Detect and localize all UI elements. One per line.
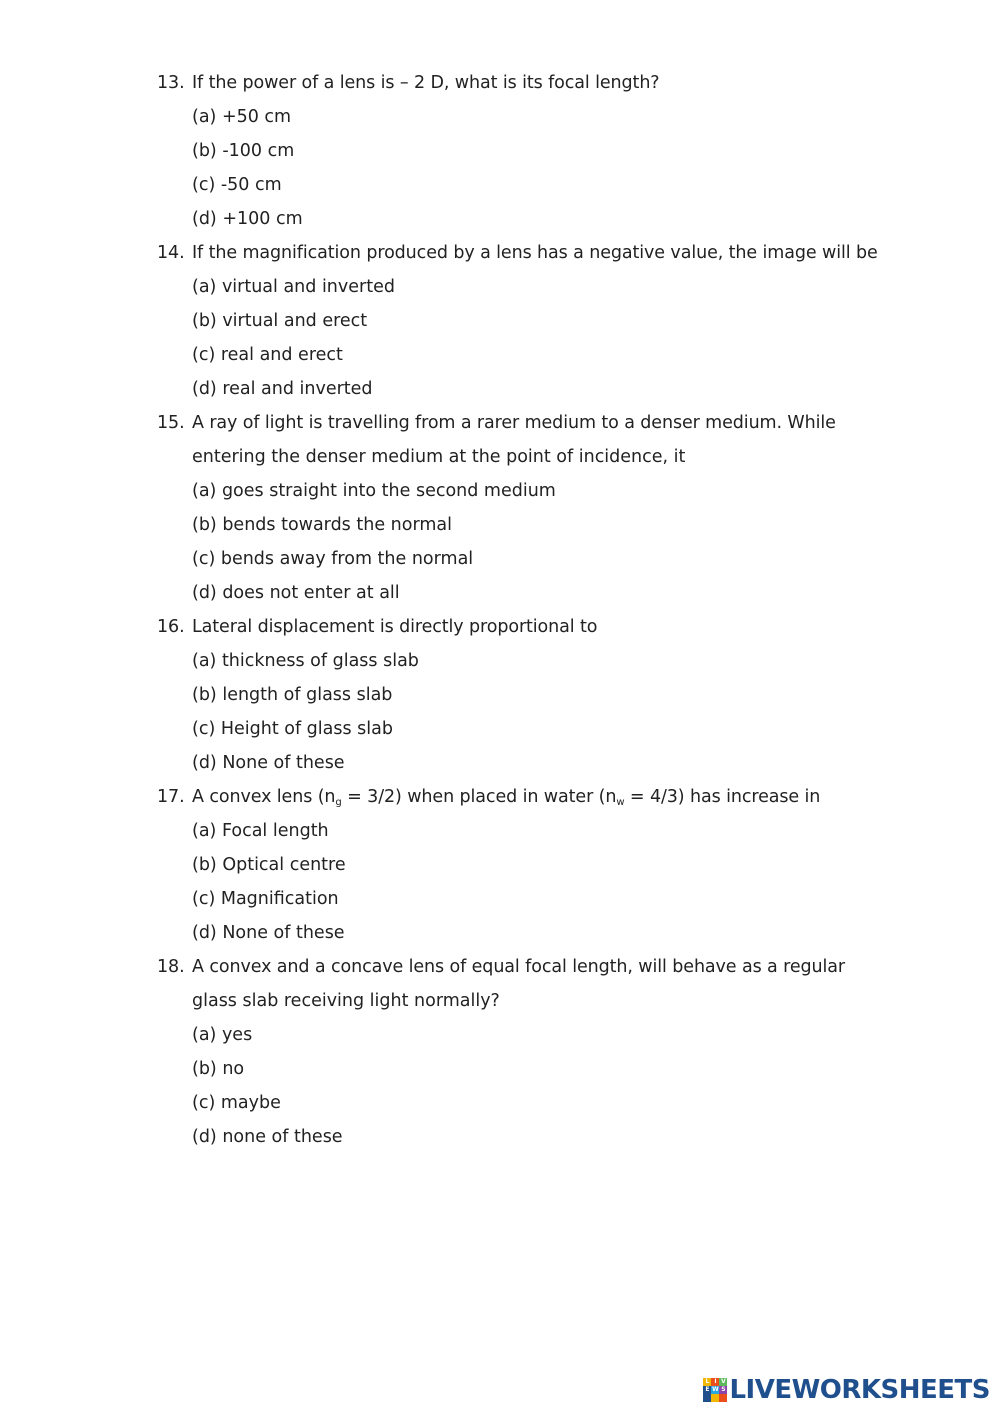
option-16-a: (a) thickness of glass slab	[192, 651, 419, 671]
option-14-d: (d) real and inverted	[192, 379, 373, 399]
subscript-w: w	[616, 797, 625, 808]
question-number: 15.	[157, 413, 185, 433]
question-number: 18.	[157, 957, 185, 977]
logo-cell: L	[703, 1378, 711, 1386]
question-text-continued: glass slab receiving light normally?	[192, 991, 500, 1011]
question-text: If the magnification produced by a lens has a negative value, the image will be	[192, 243, 878, 263]
logo-cell: W	[712, 1386, 719, 1393]
option-17-a: (a) Focal length	[192, 821, 329, 841]
option-14-c: (c) real and erect	[192, 345, 343, 365]
option-17-c: (c) Magnification	[192, 889, 339, 909]
question-text	[192, 780, 937, 814]
question-14	[157, 236, 937, 270]
option-16-b: (b) length of glass slab	[192, 685, 393, 705]
question-text: A ray of light is travelling from a rarer medium to a denser medium. While	[192, 413, 836, 433]
subscript-g: g	[335, 797, 342, 808]
option-13-a: (a) +50 cm	[192, 107, 292, 127]
question-15	[157, 406, 937, 440]
question-16	[157, 610, 937, 644]
logo-cell: I	[711, 1378, 719, 1386]
question-18	[157, 950, 937, 984]
option-13-c: (c) -50 cm	[192, 175, 282, 195]
option-13-b: (b) -100 cm	[192, 141, 295, 161]
question-number: 13.	[157, 73, 185, 93]
option-14-b: (b) virtual and erect	[192, 311, 368, 331]
logo-cell: S	[721, 1386, 726, 1393]
liveworksheets-wordmark: LIVEWORKSHEETS	[729, 1375, 990, 1405]
option-15-d: (d) does not enter at all	[192, 583, 400, 603]
option-18-a: (a) yes	[192, 1025, 253, 1045]
question-17	[157, 780, 937, 814]
option-17-b: (b) Optical centre	[192, 855, 346, 875]
question-text: If the power of a lens is – 2 D, what is its focal length?	[192, 73, 660, 93]
question-text-continued: entering the denser medium at the point of incidence, it	[192, 447, 686, 467]
question-number: 16.	[157, 617, 185, 637]
option-14-a: (a) virtual and inverted	[192, 277, 395, 297]
logo-cell: E	[705, 1386, 710, 1393]
liveworksheets-watermark	[703, 1375, 990, 1405]
question-list	[157, 66, 937, 1154]
option-17-d: (d) None of these	[192, 923, 345, 943]
question-13	[157, 66, 937, 100]
option-15-c: (c) bends away from the normal	[192, 549, 474, 569]
option-18-b: (b) no	[192, 1059, 245, 1079]
question-number: 14.	[157, 243, 185, 263]
logo-cell	[719, 1394, 727, 1402]
option-16-d: (d) None of these	[192, 753, 345, 773]
logo-cell	[703, 1394, 711, 1402]
option-15-a: (a) goes straight into the second medium	[192, 481, 556, 501]
option-15-b: (b) bends towards the normal	[192, 515, 452, 535]
question-number: 17.	[157, 787, 185, 807]
option-18-c: (c) maybe	[192, 1093, 281, 1113]
liveworksheets-logo-icon	[703, 1378, 727, 1402]
logo-cell: V	[721, 1378, 726, 1385]
question-text: A convex and a concave lens of equal focal length, will behave as a regular	[192, 957, 845, 977]
question-text-part: = 4/3) has increase in	[624, 787, 821, 807]
question-text-part: A convex lens (n	[192, 787, 336, 807]
option-16-c: (c) Height of glass slab	[192, 719, 393, 739]
logo-cell	[711, 1394, 719, 1402]
question-text: Lateral displacement is directly proportional to	[192, 617, 598, 637]
question-text-part: = 3/2) when placed in water (n	[341, 787, 617, 807]
option-18-d: (d) none of these	[192, 1127, 343, 1147]
option-13-d: (d) +100 cm	[192, 209, 303, 229]
